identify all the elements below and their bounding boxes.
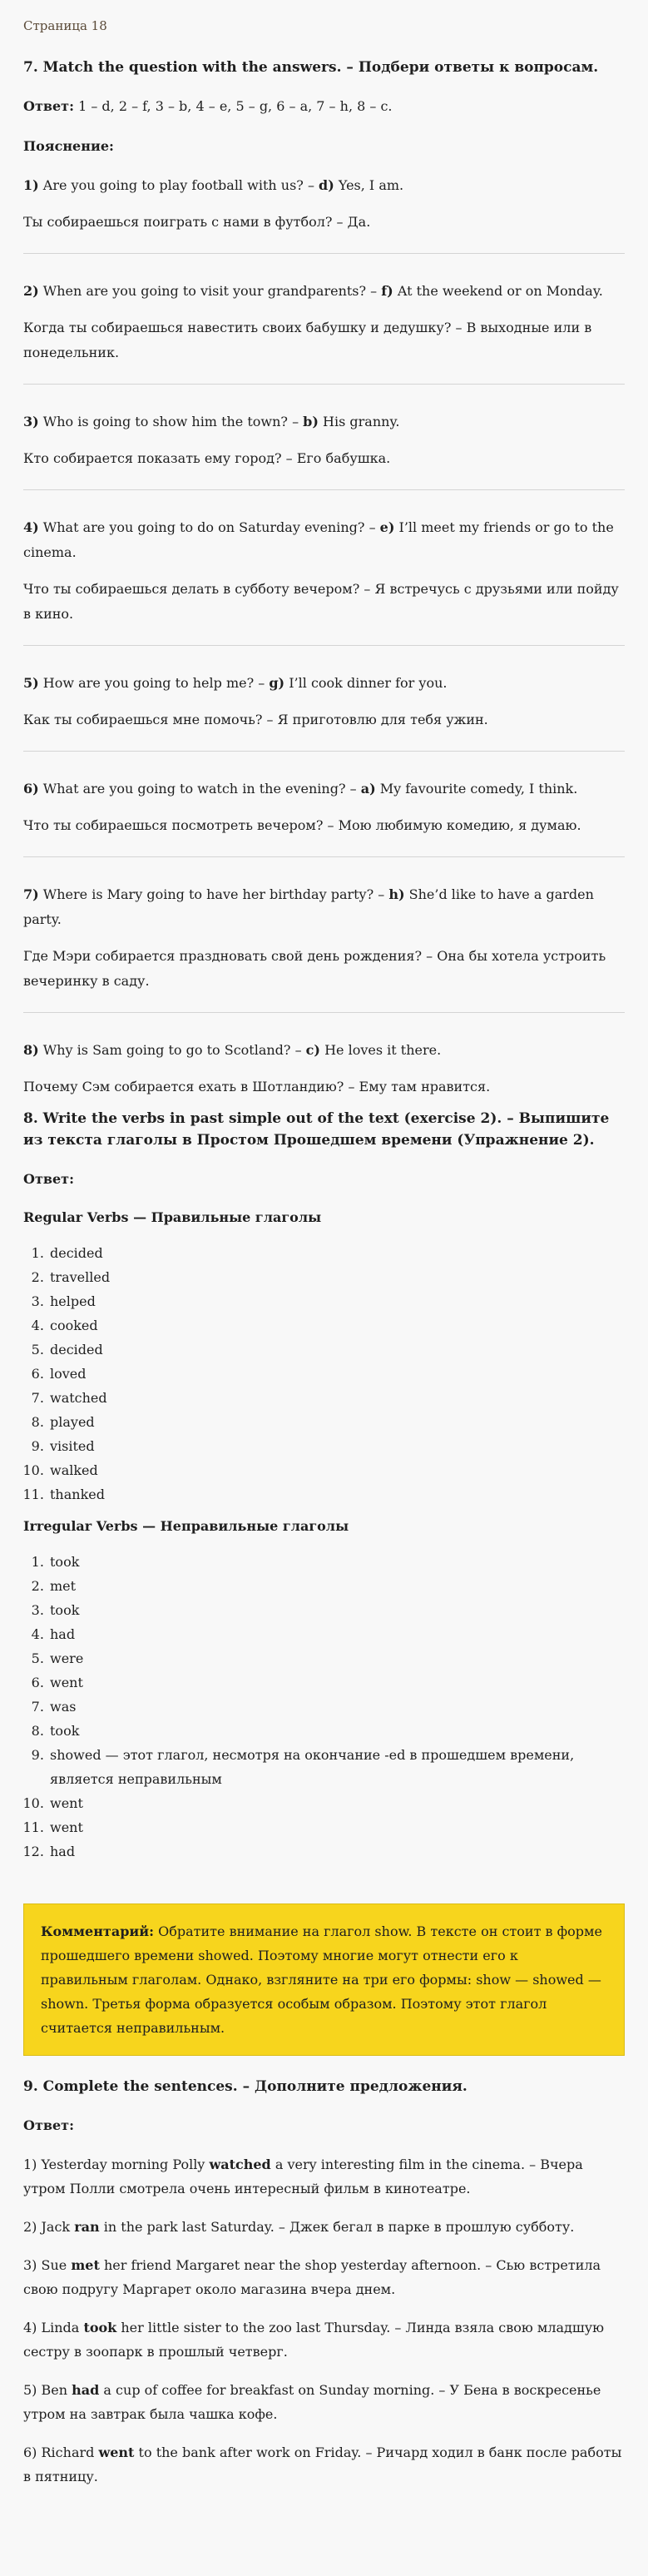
- ex7-qa: [23, 173, 625, 198]
- ex7-qa: [23, 279, 625, 304]
- ex7-item: [23, 279, 625, 365]
- answer: His granny.: [323, 414, 400, 429]
- ex8-answer-label: Ответ:: [23, 1171, 74, 1187]
- sentence-start: 5) Ben: [23, 2382, 68, 2398]
- ex7-translation: Когда ты собираешься навестить своих бабушку и дедушку? – В выходные или в понедельник.: [23, 320, 592, 360]
- list-item: 10. went: [48, 1791, 625, 1815]
- qa-number: 6): [23, 781, 39, 797]
- ex7-qa: [23, 671, 625, 696]
- ex7-translation: Где Мэри собирается праздновать свой день рождения? – Она бы хотела устроить вечеринку в саду.: [23, 948, 606, 989]
- list-item: 12. had: [48, 1839, 625, 1864]
- list-item: 9. visited: [48, 1434, 625, 1458]
- list-item: 5. were: [48, 1646, 625, 1670]
- sentence: [23, 2378, 625, 2426]
- list-item: 11. thanked: [48, 1482, 625, 1506]
- ex7-translation: Как ты собираешься мне помочь? – Я приготовлю для тебя ужин.: [23, 712, 488, 727]
- ex7-qa: [23, 777, 625, 802]
- ex7-qa: [23, 409, 625, 434]
- sentence-verb: took: [83, 2320, 117, 2335]
- ex7-qa: [23, 1038, 625, 1063]
- sentence: [23, 2315, 625, 2364]
- sentence-verb: met: [71, 2257, 100, 2273]
- ex7-qa: [23, 882, 625, 932]
- ex7-translation: Что ты собираешься делать в субботу вечером? – Я встречусь с друзьями или пойду в кино.: [23, 581, 619, 622]
- list-item: 5. decided: [48, 1338, 625, 1362]
- question: Who is going to show him the town? –: [42, 414, 299, 429]
- list-item: 7. was: [48, 1695, 625, 1719]
- list-item: 1. took: [48, 1550, 625, 1574]
- ex7-qa: [23, 515, 625, 565]
- ex7-item: [23, 671, 625, 732]
- irregular-verbs-heading: Irregular Verbs — Неправильные глаголы: [23, 1518, 349, 1534]
- ex7-answer: [23, 95, 625, 118]
- list-item: 2. met: [48, 1574, 625, 1598]
- comment-box: [23, 1903, 625, 2056]
- ex7-answer-text: 1 – d, 2 – f, 3 – b, 4 – e, 5 – g, 6 – a, 7 – h, 8 – c.: [78, 98, 393, 114]
- qa-number: 4): [23, 519, 39, 535]
- answer: I’ll meet my friends or go to the cinema.: [23, 519, 614, 560]
- divider: [23, 384, 625, 385]
- ex7-translation: Ты собираешься поиграть с нами в футбол? – Да.: [23, 214, 371, 230]
- qa-number: 8): [23, 1042, 39, 1058]
- ex9-answer-label: Ответ:: [23, 2117, 74, 2133]
- list-item: 9. showed — этот глагол, несмотря на окончание -ed в прошедшем времени, является неправильным: [48, 1743, 625, 1791]
- list-item: 4. cooked: [48, 1313, 625, 1338]
- answer-letter: h): [388, 886, 405, 902]
- sentence-verb: ran: [74, 2219, 100, 2235]
- list-item: 8. took: [48, 1719, 625, 1743]
- answer-letter: f): [381, 283, 393, 299]
- list-item: 1. decided: [48, 1241, 625, 1265]
- sentence-start: 1) Yesterday morning Polly: [23, 2157, 205, 2172]
- sentence-verb: went: [98, 2444, 135, 2460]
- list-item: 8. played: [48, 1410, 625, 1434]
- ex7-explanation-label: Пояснение:: [23, 138, 114, 154]
- qa-number: 3): [23, 414, 39, 429]
- answer-letter: e): [379, 519, 395, 535]
- sentence-start: 6) Richard: [23, 2444, 95, 2460]
- list-item: 6. went: [48, 1670, 625, 1695]
- sentence: [23, 2253, 625, 2301]
- ex7-translation: Что ты собираешься посмотреть вечером? – Мою любимую комедию, я думаю.: [23, 817, 581, 833]
- comment-label: Комментарий:: [41, 1923, 155, 1939]
- qa-number: 5): [23, 675, 39, 691]
- question: Where is Mary going to have her birthday party? –: [42, 886, 389, 902]
- list-item: 3. helped: [48, 1289, 625, 1313]
- question: Why is Sam going to go to Scotland? –: [42, 1042, 302, 1058]
- sentence-end: her friend Margaret near the shop yesterday afternoon. – Сью встретила свою подругу Маргарет около магазина вчера днем.: [23, 2257, 601, 2297]
- ex7-answer-label: Ответ:: [23, 98, 74, 114]
- answer: I’ll cook dinner for you.: [289, 675, 448, 691]
- ex7-item: [23, 409, 625, 471]
- sentence: [23, 2215, 625, 2239]
- ex7-item: [23, 173, 625, 235]
- qa-number: 7): [23, 886, 39, 902]
- divider: [23, 253, 625, 254]
- ex7-item: [23, 882, 625, 994]
- ex7-translation: Кто собирается показать ему город? – Его бабушка.: [23, 450, 391, 466]
- answer: At the weekend or on Monday.: [397, 283, 603, 299]
- answer-letter: g): [269, 675, 285, 691]
- regular-verbs-list: [23, 1241, 625, 1506]
- qa-number: 2): [23, 283, 39, 299]
- sentence-end: in the park last Saturday. – Джек бегал в парке в прошлую субботу.: [103, 2219, 575, 2235]
- ex7-items: [23, 173, 625, 1099]
- list-item: 7. watched: [48, 1386, 625, 1410]
- divider: [23, 489, 625, 490]
- question: What are you going to do on Saturday evening? –: [42, 519, 376, 535]
- answer: He loves it there.: [324, 1042, 442, 1058]
- sentence-end: to the bank after work on Friday. – Ричард ходил в банк после работы в пятницу.: [23, 2444, 622, 2484]
- answer-letter: b): [303, 414, 319, 429]
- ex8-title: 8. Write the verbs in past simple out of the text (exercise 2). – Выпишите из текста глаголы в Простом Прошедшем времени (Упражнение 2).: [23, 1110, 610, 1149]
- answer: Yes, I am.: [338, 177, 404, 193]
- sentence-verb: had: [72, 2382, 100, 2398]
- question: What are you going to watch in the evening? –: [42, 781, 357, 797]
- regular-verbs-heading: Regular Verbs — Правильные глаголы: [23, 1209, 322, 1225]
- list-item: 3. took: [48, 1598, 625, 1622]
- qa-number: 1): [23, 177, 39, 193]
- answer-letter: c): [305, 1042, 320, 1058]
- sentence-start: 3) Sue: [23, 2257, 67, 2273]
- sentence: [23, 2440, 625, 2489]
- sentence-verb: watched: [209, 2157, 271, 2172]
- divider: [23, 751, 625, 752]
- ex9-title: 9. Complete the sentences. – Дополните предложения.: [23, 2078, 467, 2095]
- list-item: 4. had: [48, 1622, 625, 1646]
- sentence-start: 4) Linda: [23, 2320, 80, 2335]
- question: How are you going to help me? –: [42, 675, 265, 691]
- question: Are you going to play football with us? –: [42, 177, 314, 193]
- answer: My favourite comedy, I think.: [379, 781, 578, 797]
- page-label: Страница 18: [23, 18, 107, 33]
- sentence-end: a cup of coffee for breakfast on Sunday morning. – У Бена в воскресенье утром на завтрак была чашка кофе.: [23, 2382, 601, 2422]
- ex7-item: [23, 515, 625, 627]
- sentence-end: a very interesting film in the cinema. – Вчера утром Полли смотрела очень интересный фильм в кинотеатре.: [23, 2157, 583, 2196]
- divider: [23, 645, 625, 646]
- answer: She’d like to have a garden party.: [23, 886, 594, 927]
- list-item: 10. walked: [48, 1458, 625, 1482]
- sentence-start: 2) Jack: [23, 2219, 71, 2235]
- irregular-verbs-list: [23, 1550, 625, 1864]
- question: When are you going to visit your grandparents? –: [42, 283, 378, 299]
- comment-text: Обратите внимание на глагол show. В тексте он стоит в форме прошедшего времени showed. Поэтому многие могут отнести его к правильным глаголам. Однако, взгляните на три его формы: show — showed — shown. Третья форма образуется особым образом. Поэтому этот глагол считается неправильным.: [41, 1923, 602, 2036]
- answer-letter: a): [360, 781, 376, 797]
- ex7-title: 7. Match the question with the answers. – Подбери ответы к вопросам.: [23, 59, 599, 76]
- ex7-item: [23, 777, 625, 838]
- list-item: 2. travelled: [48, 1265, 625, 1289]
- list-item: 11. went: [48, 1815, 625, 1839]
- answer-letter: d): [319, 177, 334, 193]
- ex7-translation: Почему Сэм собирается ехать в Шотландию? – Ему там нравится.: [23, 1079, 491, 1094]
- list-item: 6. loved: [48, 1362, 625, 1386]
- sentence-end: her little sister to the zoo last Thursday. – Линда взяла свою младшую сестру в зоопарк в прошлый четверг.: [23, 2320, 605, 2360]
- sentence: [23, 2152, 625, 2201]
- divider: [23, 856, 625, 857]
- ex7-item: [23, 1038, 625, 1099]
- divider: [23, 1012, 625, 1013]
